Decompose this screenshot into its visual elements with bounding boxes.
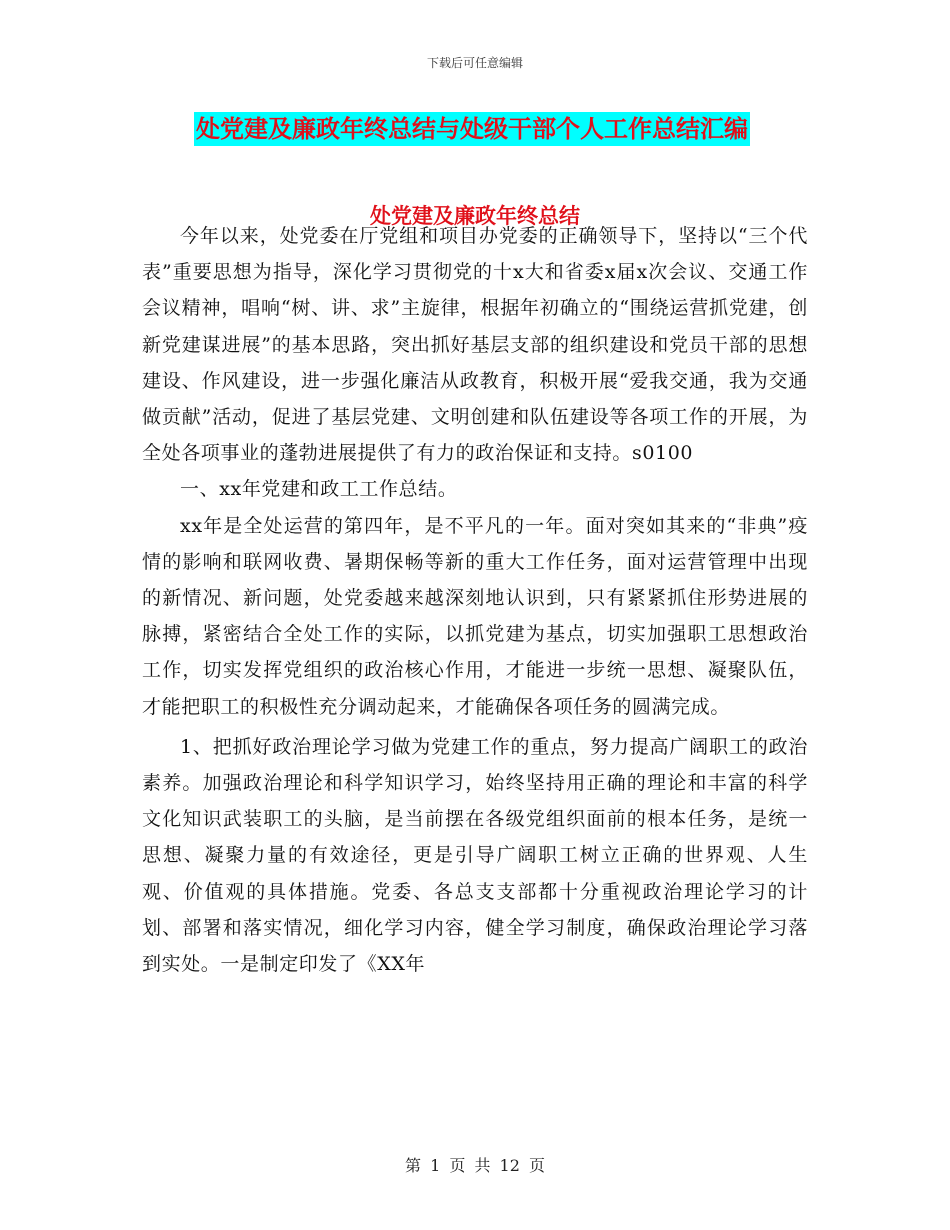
section-title: 处党建及廉政年终总结 [370,204,580,228]
header-note: 下载后可任意编辑 [426,56,523,70]
document-main-title: 处党建及廉政年终总结与处级干部个人工作总结汇编 [194,112,750,146]
paragraph-theory-study: 1、把抓好政治理论学习做为党建工作的重点，努力提高广阔职工的政治素养。加强政治理论和科学知识学习，始终坚持用正确的理论和丰富的科学文化知识武装职工的头脑，是当前摆在各级党组织面前的根本任务，是统一思想、凝聚力量的有效途径，更是引导广阔职工树立正确的世界观、人生观、价值观的具体措施。党委、各总支支部都十分重视政治理论学习的计划、部署和落实情况，细化学习内容，健全学习制度，确保政治理论学习落到实处。一是制定印发了《XX年 [142,735,808,976]
page-number-footer: 第 1 页 共 12 页 [405,1156,545,1175]
document-body [142,218,808,982]
paragraph-heading-one: 一、xx年党建和政工工作总结。 [180,478,458,501]
paragraph-intro: 今年以来，处党委在厅党组和项目办党委的正确领导下，坚持以“三个代表”重要思想为指导，深化学习贯彻党的十x大和省委x届x次会议、交通工作会议精神，唱响“树、讲、求”主旋律，根据年初确立的“围绕运营抓党建，创新党建谋进展”的基本思路，突出抓好基层支部的组织建设和党员干部的思想建设、作风建设，进一步强化廉洁从政教育，积极开展“爱我交通，我为交通做贡献”活动，促进了基层党建、文明创建和队伍建设等各项工作的开展，为全处各项事业的蓬勃进展提供了有力的政治保证和支持。s0100 [142,225,808,465]
paragraph-year-summary: xx年是全处运营的第四年，是不平凡的一年。面对突如其来的“非典”疫情的影响和联网收费、暑期保畅等新的重大工作任务，面对运营管理中出现的新情况、新问题，处党委越来越深刻地认识到，只有紧紧抓住形势进展的脉搏，紧密结合全处工作的实际，以抓党建为基点，切实加强职工思想政治工作，切实发挥党组织的政治核心作用，才能进一步统一思想、凝聚队伍，才能把职工的积极性充分调动起来，才能确保各项任务的圆满完成。 [142,514,808,718]
